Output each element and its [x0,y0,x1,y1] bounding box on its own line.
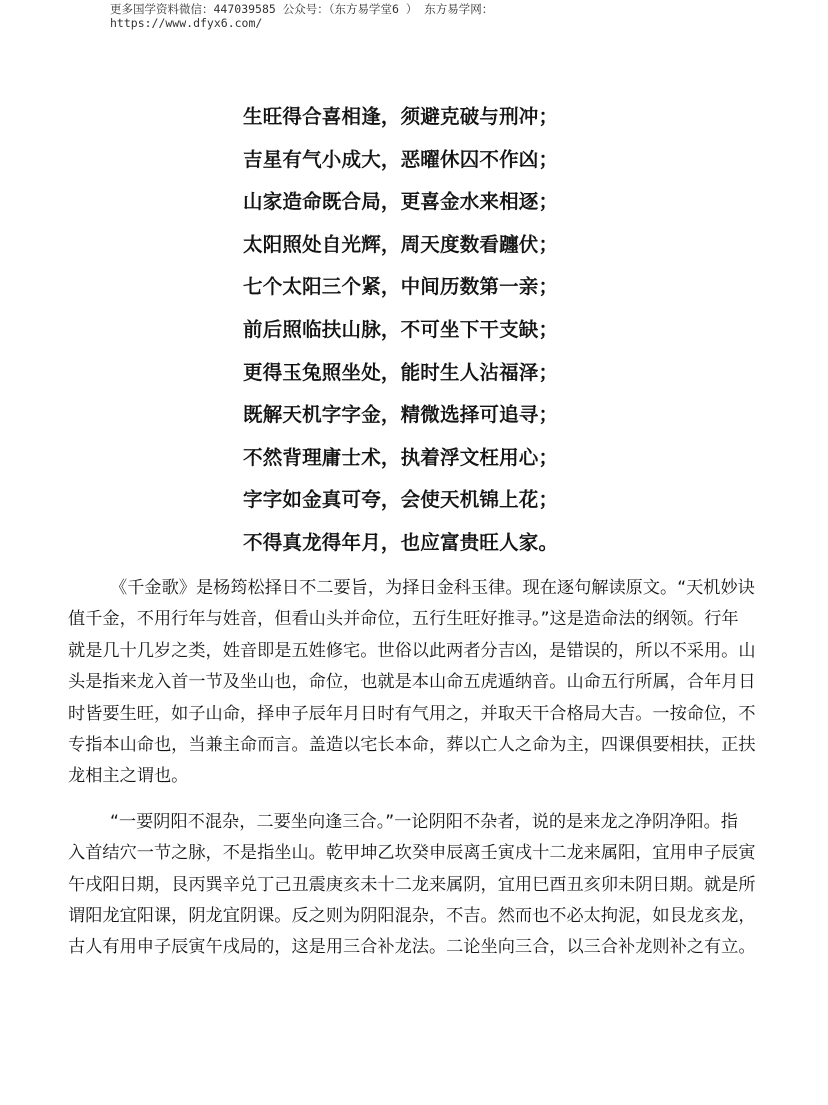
poem-line: 更得玉兔照坐处，能时生人沾福泽； [243,360,559,384]
poem-line: 不得真龙得年月，也应富贵旺人家。 [243,530,559,554]
paragraph-line: 入首结穴一节之脉，不是指坐山。乾甲坤乙坎癸申辰离壬寅戌十二龙来属阳，宜用申子辰寅 [68,843,756,864]
paragraph-line: 头是指来龙入首一节及坐山也，命位，也就是本山命五虎遁纳音。山命五行所属，合年月日 [68,672,756,693]
poem-line: 生旺得合喜相逢，须避克破与刑冲； [243,105,559,128]
paragraph-line: 古人有用申子辰寅午戌局的，这是用三合补龙法。二论坐向三合，以三合补龙则补之有立。 [68,937,756,958]
poem-block [243,103,603,572]
paragraph-line: 就是几十几岁之类，姓音即是五姓修宅。世俗以此两者分吉凶，是错误的，所以不采用。山 [68,640,756,661]
commentary-body [68,574,756,965]
poem-line: 字字如金真可夸，会使天机锦上花； [243,488,559,512]
paragraph-line: “一要阴阳不混杂，二要坐向逢三合。”一论阴阳不杂者，说的是来龙之净阴净阳。指 [110,811,738,832]
poem-line: 太阳照处自光辉，周天度数看躔伏； [243,232,559,256]
paragraph-line: 龙相主之谓也。 [68,766,189,787]
header-url-line: https://www.dfyx6.com/ [110,16,263,30]
paragraph-line: 午戌阳日期，艮丙巽辛兑丁己丑震庚亥未十二龙来属阴，宜用巳酉丑亥卯未阴日期。就是所 [68,874,756,895]
paragraph-1 [68,574,756,794]
paragraph-spacer [68,794,730,808]
paragraph-line: 《千金歌》是杨筠松择日不二要旨，为择日金科玉律。现在逐句解读原文。“天机妙诀 [110,578,755,598]
watermark-header [110,2,750,30]
paragraph-line: 值千金，不用行年与姓音，但看山头并命位，五行生旺好推寻。”这是造命法的纲领。行年 [68,609,739,630]
paragraph-line: 时皆要生旺，如子山命，择申子辰年月日时有气用之，并取天干合格局大吉。一按命位，不 [68,703,756,724]
paragraph-line: 谓阳龙宜阳课，阴龙宜阴课。反之则为阴阳混杂，不吉。然而也不必太拘泥，如艮龙亥龙， [68,905,756,926]
poem-line: 七个太阳三个紧，中间历数第一亲； [243,275,559,299]
poem-line: 前后照临扶山脉，不可坐下干支缺； [243,317,559,341]
poem-line: 吉星有气小成大，恶曜休囚不作凶； [243,147,559,171]
poem-line: 山家造命既合局，更喜金水来相逐； [243,190,559,214]
paragraph-line: 专指本山命也，当兼主命而言。盖造以宅长本命，葬以亡人之命为主，四课俱要相扶，正扶 [68,734,756,755]
paragraph-2 [68,808,756,965]
header-contact-line: 更多国学资料微信：447039585 公众号：（东方易学堂6 ） 东方易学网： [110,2,494,16]
poem-line: 既解天机字字金，精微选择可追寻； [243,403,559,427]
poem-line: 不然背理庸士术，执着浮文枉用心； [243,445,559,469]
